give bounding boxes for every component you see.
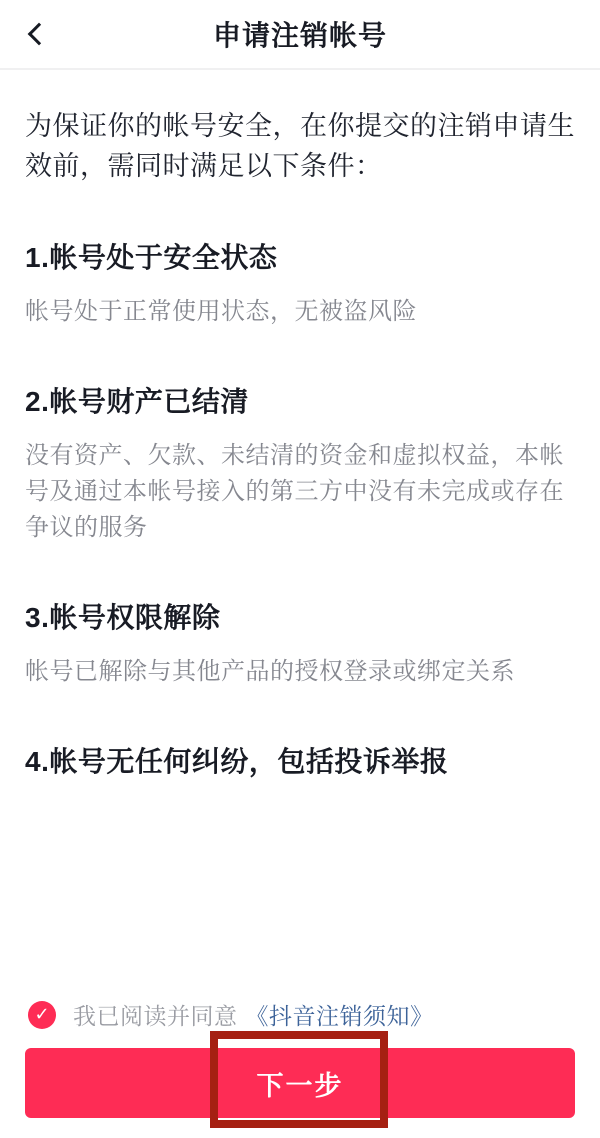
chevron-left-icon bbox=[28, 23, 51, 46]
condition-desc: 帐号处于正常使用状态，无被盗风险 bbox=[25, 298, 417, 325]
condition-title: 2.帐号财产已结清 bbox=[25, 386, 249, 417]
condition-title: 4.帐号无任何纠纷，包括投诉举报 bbox=[25, 746, 449, 777]
condition-desc: 帐号已解除与其他产品的授权登录或绑定关系 bbox=[25, 658, 515, 685]
agreement-label: 我已阅读并同意 bbox=[73, 1003, 238, 1029]
deletion-notice-link[interactable]: 《抖音注销须知》 bbox=[245, 1003, 434, 1029]
condition-section-1 bbox=[25, 238, 575, 330]
condition-desc: 没有资产、欠款、未结清的资金和虚拟权益，本帐号及通过本帐号接入的第三方中没有未完成或存在争议的服务 bbox=[25, 442, 564, 541]
condition-title: 3.帐号权限解除 bbox=[25, 602, 221, 633]
condition-section-4 bbox=[25, 742, 575, 782]
intro-text: 为保证你的帐号安全，在你提交的注销申请生效前，需同时满足以下条件： bbox=[25, 111, 575, 181]
checked-checkbox-icon[interactable] bbox=[28, 1001, 56, 1029]
agreement-row bbox=[28, 998, 434, 1031]
condition-title: 1.帐号处于安全状态 bbox=[25, 242, 278, 273]
header bbox=[0, 0, 600, 70]
check-icon: ✓ bbox=[34, 1004, 50, 1024]
content bbox=[0, 70, 600, 782]
next-step-button[interactable]: 下一步 bbox=[25, 1048, 575, 1118]
condition-section-2 bbox=[25, 382, 575, 546]
back-button[interactable] bbox=[12, 10, 60, 58]
condition-section-3 bbox=[25, 598, 575, 690]
page-title: 申请注销帐号 bbox=[212, 20, 387, 51]
